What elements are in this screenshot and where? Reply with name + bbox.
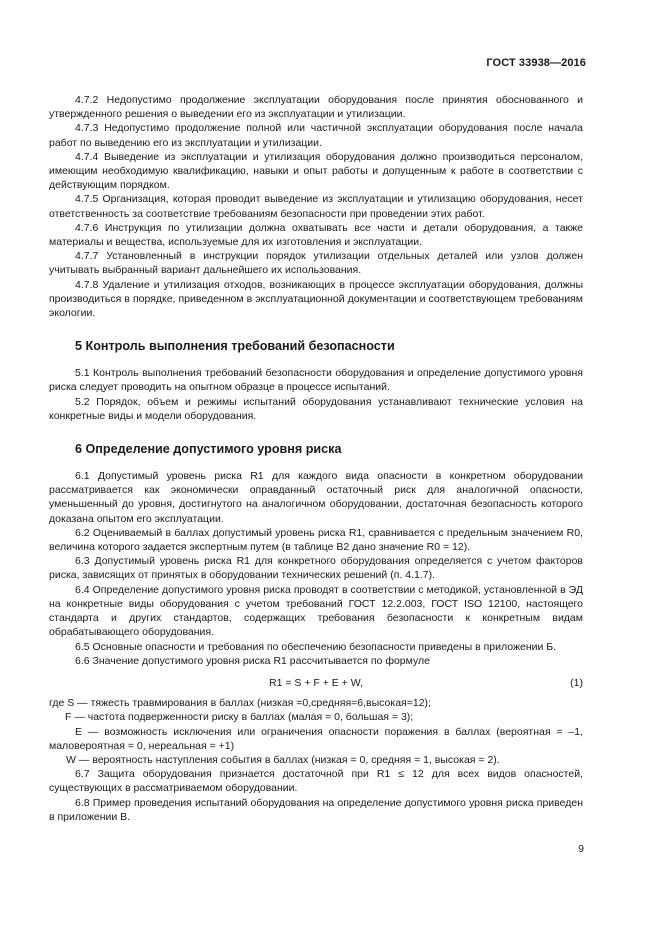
page-number: 9 (578, 843, 584, 855)
paragraph-5-2: 5.2 Порядок, объем и режимы испытаний оборудования устанавливают технические условия на конкретные виды и модели оборудования. (49, 395, 583, 422)
paragraph-6-2: 6.2 Оцениваемый в баллах допустимый уровень риска R1, сравнивается с предельным значением R0, величина которого задается экспертным путем (в таблице В2 дано значение R0 = 12). (49, 526, 583, 554)
paragraph-4-7-2: 4.7.2 Недопустимо продолжение эксплуатации оборудования после принятия обоснованного и утвержденного решения о выведении его из эксплуатации и утилизации. (49, 94, 583, 121)
where-f-definition: F — частота подверженности риску в баллах (малая = 0, большая = 3); (65, 711, 414, 724)
formula-1 (49, 676, 583, 690)
paragraph-6-5: 6.5 Основные опасности и требования по обеспечению безопасности приведены в приложении Б. (75, 640, 557, 653)
standard-code-header: ГОСТ 33938—2016 (486, 57, 586, 69)
page-body (49, 93, 583, 824)
where-s-definition: где S — тяжесть травмирования в баллах (низкая =0,средняя=6,высокая=12); (49, 697, 431, 710)
paragraph-5-1: 5.1 Контроль выполнения требований безопасности оборудования и определение допустимого уровня риска следует проводить на опытном образце в процессе испытаний. (49, 367, 583, 394)
section-5-heading: 5 Контроль выполнения требований безопасности (75, 339, 395, 354)
paragraph-4-7-6: 4.7.6 Инструкция по утилизации должна охватывать все части и детали оборудования, а также материалы и вещества, используемые для их изготовления и эксплуатации. (49, 221, 583, 249)
where-w-definition: W — вероятность наступления события в баллах (низкая = 0, средняя = 1, высокая = 2). (66, 753, 500, 766)
paragraph-4-7-8: 4.7.8 Удаление и утилизация отходов, возникающих в процессе эксплуатации оборудования, должны производиться в порядке, приведенном в эксплуатационной документации и соответствующем требованиям экологии. (49, 278, 583, 320)
where-e-definition: E — возможность исключения или ограничения опасности поражения в баллах (вероятная = –1, маловероятная = 0, нереальная = +1) (49, 725, 583, 752)
paragraph-4-7-5: 4.7.5 Организация, которая проводит выведение из эксплуатации и утилизацию оборудования, несет ответственность за соответствие требованиям безопасности при проведении этих работ. (49, 193, 583, 220)
paragraph-6-3: 6.3 Допустимый уровень риска R1 для конкретного оборудования определяется с учетом факторов риска, зависящих от принятых в оборудовании технических решений (п. 4.1.7). (49, 555, 583, 582)
paragraph-6-1: 6.1 Допустимый уровень риска R1 для каждого вида опасности в конкретном оборудовании рассматривается как экономически оправданный остаточный риск для аналогичной опасности, уменьшенный до уровня, достигнутого на аналогичном оборудовании, достаточная безопасность которого доказана опытом его эксплуатации. (49, 470, 583, 525)
paragraph-4-7-4: 4.7.4 Выведение из эксплуатации и утилизация оборудования должно производиться персоналом, имеющим необходимую квалификацию, навыки и опыт работы и допущенным к работе в соответствии с действующим порядком. (49, 150, 583, 192)
formula-expression: R1 = S + F + E + W, (269, 676, 363, 689)
paragraph-4-7-7: 4.7.7 Установленный в инструкции порядок утилизации отдельных деталей или узлов должен учитывать выбранный вариант дальнейшего их использования. (49, 250, 583, 277)
section-6-heading: 6 Определение допустимого уровня риска (75, 442, 342, 457)
paragraph-4-7-3: 4.7.3 Недопустимо продолжение полной или частичной эксплуатации оборудования после начала работ по выведению его из эксплуатации и утилизации. (49, 122, 583, 149)
paragraph-6-4: 6.4 Определение допустимого уровня риска проводят в соответствии с методикой, установленной в ЭД на конкретные виды оборудования с учетом требований ГОСТ 12.2.003, ГОСТ ISO 12100, настоящего стандарта и других стандартов, содержащих требования безопасности к конкретным видам обрабатывающего оборудования. (49, 583, 583, 639)
paragraph-6-6: 6.6 Значение допустимого уровня риска R1 рассчитывается по формуле (75, 654, 430, 667)
paragraph-6-7: 6.7 Защита оборудования признается достаточной при R1 ≤ 12 для всех видов опасностей, существующих в рассматриваемом оборудовании. (49, 768, 583, 795)
paragraph-6-8: 6.8 Пример проведения испытаний оборудования на определение допустимого уровня риска приведен в приложении В. (49, 796, 583, 823)
formula-number: (1) (570, 676, 583, 689)
